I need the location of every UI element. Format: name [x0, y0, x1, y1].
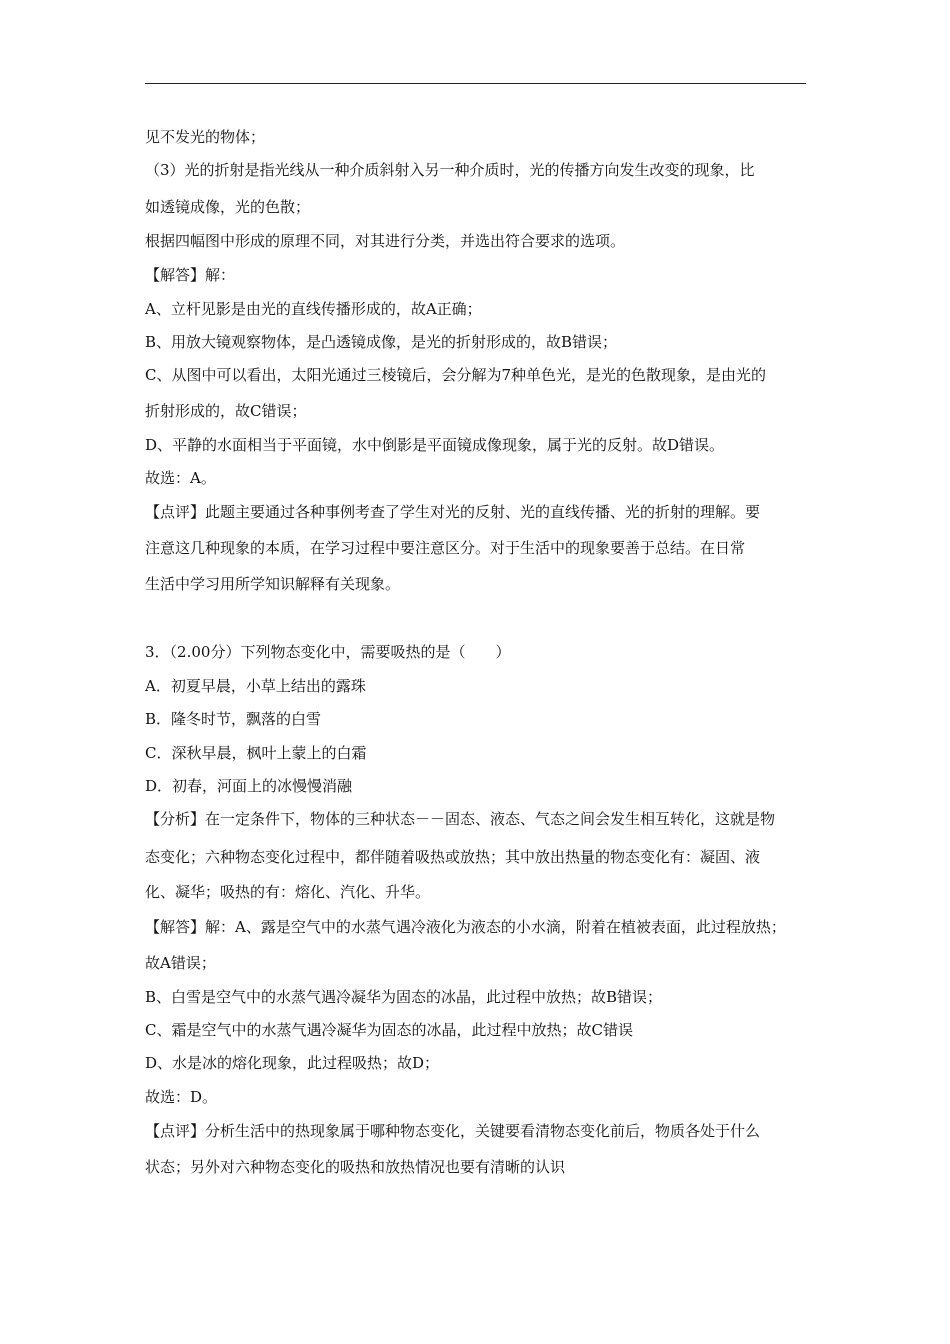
text-line: 生活中学习用所学知识解释有关现象。 — [145, 575, 401, 593]
text-line: （3）光的折射是指光线从一种介质斜射入另一种介质时，光的传播方向发生改变的现象，比 — [145, 161, 755, 179]
section-heading-analysis: 【分析】在一定条件下，物体的三种状态－－固态、液态、气态之间会发生相互转化，这就是物 — [145, 810, 776, 828]
section-heading-review: 【点评】此题主要通过各种事例考查了学生对光的反射、光的直线传播、光的折射的理解。要 — [145, 503, 761, 521]
option-b: B．隆冬时节，飘落的白雪 — [145, 710, 322, 728]
option-c: C．深秋早晨，枫叶上蒙上的白霜 — [145, 744, 367, 762]
text-line: B、白雪是空气中的水蒸气遇冷凝华为固态的冰晶，此过程中放热；故B错误； — [145, 988, 663, 1006]
text-line: 见不发光的物体； — [145, 128, 266, 146]
text-line: 故A错误； — [145, 954, 216, 972]
text-line: 注意这几种现象的本质，在学习过程中要注意区分。对于生活中的现象要善于总结。在日常 — [145, 539, 746, 557]
text-line: B、用放大镜观察物体，是凸透镜成像，是光的折射形成的，故B错误； — [145, 333, 618, 351]
header-rule — [145, 83, 806, 84]
option-a: A．初夏早晨，小草上结出的露珠 — [145, 677, 366, 695]
text-line: D、水是冰的熔化现象，此过程吸热；故D； — [145, 1054, 440, 1072]
section-heading-answer: 【解答】解：A、露是空气中的水蒸气遇冷液化为液态的小水滴，附着在植被表面，此过程放热； — [145, 918, 786, 936]
text-line: 根据四幅图中形成的原理不同，对其进行分类，并选出符合要求的选项。 — [145, 232, 626, 250]
section-heading-answer: 【解答】解： — [145, 266, 236, 284]
text-line: 折射形成的，故C错误； — [145, 402, 307, 420]
text-line: 化、凝华；吸热的有：熔化、汽化、升华。 — [145, 883, 431, 901]
text-line: 状态；另外对六种物态变化的吸热和放热情况也要有清晰的认识 — [145, 1158, 566, 1176]
text-line: 态变化；六种物态变化过程中，都伴随着吸热或放热；其中放出热量的物态变化有：凝固、液 — [145, 848, 761, 866]
section-heading-review: 【点评】分析生活中的热现象属于哪种物态变化，关键要看清物态变化前后，物质各处于什么 — [145, 1122, 761, 1140]
option-d: D．初春，河面上的冰慢慢消融 — [145, 777, 353, 795]
text-line: 故选：A。 — [145, 469, 216, 487]
text-line: C、霜是空气中的水蒸气遇冷凝华为固态的冰晶，此过程中放热；故C错误 — [145, 1021, 633, 1039]
text-line: A、立杆见影是由光的直线传播形成的，故A正确； — [145, 300, 482, 318]
text-line: D、平静的水面相当于平面镜，水中倒影是平面镜成像现象，属于光的反射。故D错误。 — [145, 436, 725, 454]
question-stem: 3．（2.00分）下列物态变化中，需要吸热的是（ ） — [145, 643, 511, 661]
text-line: 故选：D。 — [145, 1088, 218, 1106]
text-line: C、从图中可以看出，太阳光通过三棱镜后，会分解为7种单色光，是光的色散现象，是由光的 — [145, 366, 767, 384]
text-line: 如透镜成像，光的色散； — [145, 198, 311, 216]
